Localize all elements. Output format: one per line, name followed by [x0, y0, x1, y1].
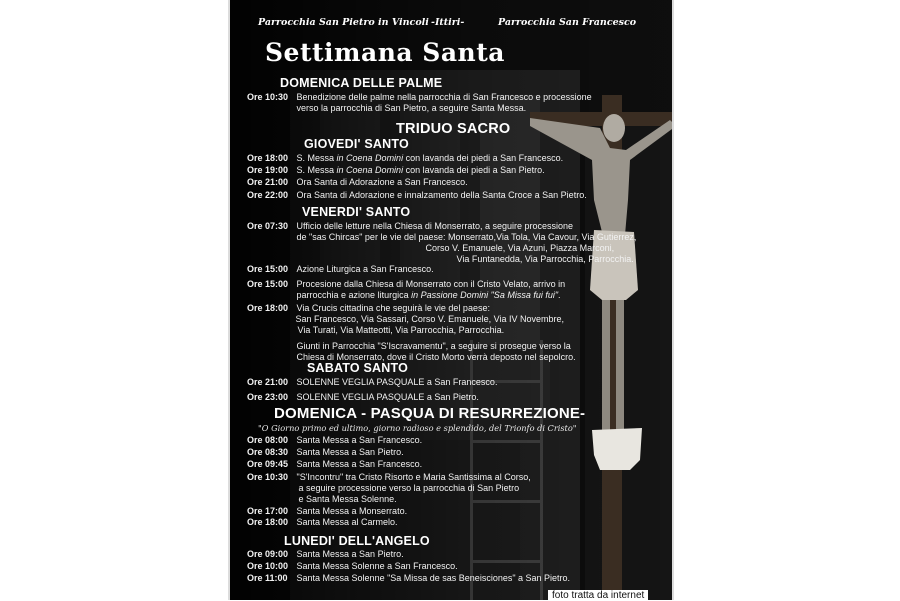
- text-line: Via Turati, Via Matteotti, Via Parrocchia, Parrocchia.: [297, 325, 505, 335]
- row-time: Ore 11:00: [247, 573, 288, 583]
- row-text: [297, 221, 637, 265]
- schedule-row: [247, 472, 531, 505]
- schedule-row: [247, 190, 587, 201]
- row-time: Ore 21:00: [247, 377, 289, 387]
- row-text: Santa Messa al Carmelo.: [296, 517, 398, 527]
- text-span: S. Messa: [296, 153, 337, 163]
- schedule-row: [247, 92, 592, 114]
- text-line: a seguire processione verso la parrocchia di San Pietro: [298, 483, 520, 493]
- text-line: Via Funtanedda, Via Parrocchia, Parrocchia.: [456, 254, 634, 264]
- heading-domenica-palme: DOMENICA DELLE PALME: [280, 76, 443, 90]
- schedule-row: [247, 221, 636, 265]
- row-text: [297, 303, 576, 363]
- text-line: verso la parrocchia di San Pietro, a seguire Santa Messa.: [296, 103, 527, 113]
- text-line: Chiesa di Monserrato, dove il Cristo Morto verrà deposto nel sepolcro.: [296, 352, 576, 362]
- row-time: Ore 08:30: [247, 447, 289, 457]
- row-text: Santa Messa a San Francesco.: [296, 435, 423, 445]
- row-text: Ora Santa di Adorazione e innalzamento della Santa Croce a San Pietro.: [296, 190, 587, 200]
- row-time: Ore 21:00: [247, 177, 289, 187]
- schedule-row: [247, 279, 565, 301]
- row-text: Ora Santa di Adorazione a San Francesco.: [296, 177, 468, 187]
- text-line: Giunti in Parrocchia "S'Iscravamentu", a seguire si prosegue verso la: [296, 341, 571, 351]
- row-text: [297, 92, 592, 114]
- row-time: Ore 07:30: [247, 221, 289, 231]
- schedule-row: [247, 549, 404, 560]
- poster-title: Settimana Santa: [265, 38, 505, 67]
- text-emphasis: in Coena Domini: [336, 153, 404, 163]
- header-parish-right: Parrocchia San Francesco: [498, 17, 637, 28]
- heading-triduo-sacro: TRIDUO SACRO: [396, 121, 511, 137]
- schedule-row: [247, 303, 576, 363]
- row-time: Ore 09:45: [247, 459, 289, 469]
- row-text: Azione Liturgica a San Francesco.: [296, 264, 434, 274]
- schedule-row: [247, 264, 434, 275]
- schedule-row: [247, 165, 545, 176]
- heading-venerdi-santo: VENERDI' SANTO: [302, 205, 411, 219]
- schedule-row: [247, 506, 407, 517]
- text-line: Corso V. Emanuele, Via Azuni, Piazza Marconi,: [425, 243, 615, 253]
- row-time: Ore 10:00: [247, 561, 289, 571]
- row-time: Ore 22:00: [247, 190, 289, 200]
- schedule-row: [247, 447, 404, 458]
- text-span: .: [558, 290, 561, 300]
- text-line: e Santa Messa Solenne.: [298, 494, 397, 504]
- text-line: Ufficio delle letture nella Chiesa di Monserrato, a seguire processione: [296, 221, 573, 231]
- text-span: S. Messa: [296, 165, 337, 175]
- row-text: Santa Messa a Monserrato.: [296, 506, 408, 516]
- text-line: Via Crucis cittadina che seguirà le vie del paese:: [296, 303, 490, 313]
- row-text: Santa Messa a San Francesco.: [296, 459, 423, 469]
- row-text: [297, 472, 531, 505]
- row-time: Ore 15:00: [247, 264, 289, 274]
- row-text: Santa Messa Solenne a San Francesco.: [296, 561, 458, 571]
- row-text: Santa Messa Solenne "Sa Missa de sas Beneisciones" a San Pietro.: [296, 573, 571, 583]
- heading-pasqua: DOMENICA - PASQUA DI RESURREZIONE-: [274, 405, 586, 422]
- text-emphasis: in Passione Domini "Sa Missa fui fui": [411, 290, 559, 300]
- pasqua-quote: "O Giorno primo ed ultimo, giorno radioso e splendido, del Trionfo di Cristo": [258, 423, 577, 433]
- schedule-row: [247, 392, 479, 403]
- schedule-row: [247, 561, 458, 572]
- heading-sabato-santo: SABATO SANTO: [307, 361, 409, 375]
- row-time: Ore 08:00: [247, 435, 289, 445]
- heading-giovedi-santo: GIOVEDI' SANTO: [304, 137, 409, 151]
- row-time: Ore 18:00: [247, 517, 289, 527]
- text-span: con lavanda dei piedi a San Francesco.: [403, 153, 564, 163]
- row-text: Santa Messa a San Pietro.: [296, 549, 404, 559]
- schedule-row: [247, 517, 398, 528]
- row-time: Ore 23:00: [247, 392, 289, 402]
- heading-lunedi-angelo: LUNEDI' DELL'ANGELO: [284, 534, 430, 548]
- schedule-row: [247, 573, 570, 584]
- row-time: Ore 18:00: [247, 153, 289, 163]
- row-time: Ore 10:30: [247, 92, 289, 102]
- photo-credit: foto tratta da internet: [548, 590, 648, 601]
- text-span: con lavanda dei piedi a San Pietro.: [403, 165, 545, 175]
- text-line: San Francesco, Via Sassari, Corso V. Emanuele, Via IV Novembre,: [295, 314, 564, 324]
- header-parish-left: Parrocchia San Pietro in Vincoli: [258, 17, 429, 28]
- row-text: Santa Messa a San Pietro.: [296, 447, 404, 457]
- row-text: [297, 165, 545, 176]
- poster: [228, 0, 674, 600]
- row-time: Ore 10:30: [247, 472, 289, 482]
- row-time: Ore 09:00: [247, 549, 289, 559]
- row-text: SOLENNE VEGLIA PASQUALE a San Francesco.: [296, 377, 498, 387]
- schedule-row: [247, 377, 497, 388]
- text-line: Procesione dalla Chiesa di Monserrato con il Cristo Velato, arrivo in: [296, 279, 566, 289]
- schedule-row: [247, 153, 563, 164]
- text-span: parrocchia e azione liturgica: [296, 290, 412, 300]
- schedule-row: [247, 177, 468, 188]
- text-line: de "sas Chircas" per le vie del paese: Monserrato,Via Tola, Via Cavour, Via Gutierrez,: [296, 232, 637, 242]
- schedule-row: [247, 459, 422, 470]
- row-text: [297, 279, 566, 301]
- text-line: "S'Incontru" tra Cristo Risorto e Maria Santissima al Corso,: [296, 472, 531, 482]
- row-time: Ore 15:00: [247, 279, 289, 289]
- text-line: Benedizione delle palme nella parrocchia di San Francesco e processione: [296, 92, 592, 102]
- text-emphasis: in Coena Domini: [336, 165, 404, 175]
- row-time: Ore 19:00: [247, 165, 289, 175]
- row-text: [297, 153, 564, 164]
- header-town: -Ittiri-: [431, 17, 465, 28]
- row-time: Ore 17:00: [247, 506, 289, 516]
- schedule-row: [247, 435, 422, 446]
- row-time: Ore 18:00: [247, 303, 289, 313]
- row-text: SOLENNE VEGLIA PASQUALE a San Pietro.: [296, 392, 479, 402]
